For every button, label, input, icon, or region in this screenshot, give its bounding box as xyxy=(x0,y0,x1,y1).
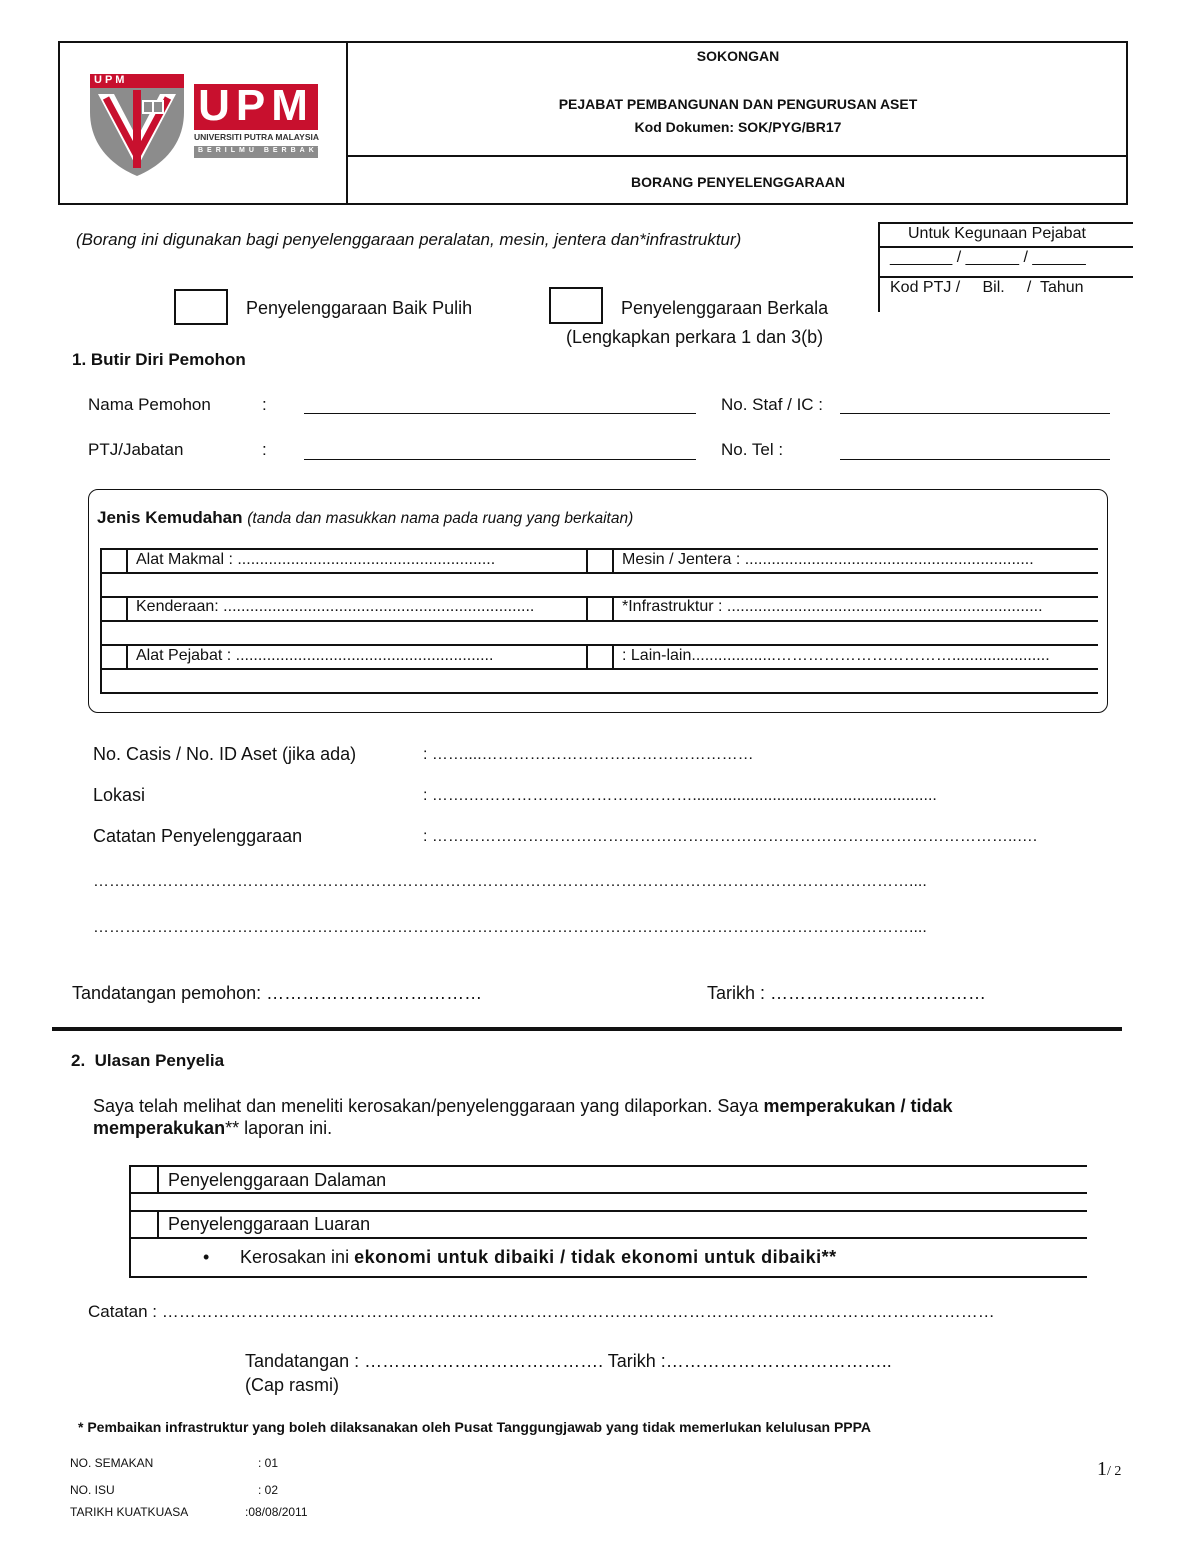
lokasi-input[interactable]: : …….……………………………………....................................................... xyxy=(423,787,937,804)
catatan-line-2[interactable]: ……………………………………………………………………………………………………………………………………….... xyxy=(93,919,927,936)
supervisor-statement xyxy=(93,1095,1083,1139)
header-doc-code: Kod Dokumen: SOK/PYG/BR17 xyxy=(634,119,842,135)
facility-title: Jenis Kemudahan xyxy=(97,508,243,527)
infrastruktur-field[interactable]: *Infrastruktur : ....................................................................... xyxy=(622,598,1043,615)
page-number xyxy=(1097,1458,1121,1481)
office-use-slots[interactable]: _______ / ______ / ______ xyxy=(890,249,1086,266)
section2-title: 2. Ulasan Penyelia xyxy=(71,1051,225,1070)
tel-input[interactable] xyxy=(840,459,1110,460)
header-office-name: PEJABAT PEMBANGUNAN DAN PENGURUSAN ASET xyxy=(558,96,918,112)
footnote: * Pembaikan infrastruktur yang boleh dilaksanakan oleh Pusat Tanggungjawab yang tidak memerlukan kelulusan PPPA xyxy=(78,1419,872,1435)
kenderaan-checkbox[interactable] xyxy=(102,598,126,620)
alat-makmal-field[interactable]: Alat Makmal : .......................................................... xyxy=(136,551,496,568)
supervisor-catatan[interactable]: Catatan : ………………………………………………………………………………………………………………………………… xyxy=(88,1302,995,1321)
office-use-title: Untuk Kegunaan Pejabat xyxy=(908,225,1086,242)
lain-lain-checkbox[interactable] xyxy=(588,646,612,668)
official-stamp-label: (Cap rasmi) xyxy=(245,1375,340,1395)
statement-bold-1: memperakukan / tidak xyxy=(763,1096,953,1116)
page-current: 1 xyxy=(1097,1458,1107,1480)
dalaman-label: Penyelenggaraan Dalaman xyxy=(168,1170,387,1190)
facility-subtitle: (tanda dan masukkan nama pada ruang yang berkaitan) xyxy=(247,510,634,527)
applicant-signature[interactable]: Tandatangan pemohon: ……………………………… xyxy=(72,983,483,1003)
section1-title: 1. Butir Diri Pemohon xyxy=(72,350,246,369)
catatan-input[interactable]: : ………………………………………………………………………………………………..…. xyxy=(423,828,1038,845)
statement-end: ** laporan ini. xyxy=(225,1118,333,1138)
lain-lain-field[interactable]: : Lain-lain...................……………………………...................... xyxy=(622,647,1050,664)
logo-motto: BERILMU BERBAKTI xyxy=(198,147,332,154)
berkala-checkbox[interactable] xyxy=(549,287,603,324)
ptj-input[interactable] xyxy=(304,459,696,460)
ptj-colon: : xyxy=(262,440,267,459)
luaran-checkbox[interactable] xyxy=(131,1212,157,1237)
footer-isu-label: NO. ISU xyxy=(70,1483,115,1497)
facility-heading xyxy=(97,508,633,528)
catatan-label: Catatan Penyelenggaraan xyxy=(93,826,303,846)
alat-pejabat-checkbox[interactable] xyxy=(102,646,126,668)
applicant-date[interactable]: Tarikh : ……………………………… xyxy=(707,983,987,1003)
logo-badge-text: UPM xyxy=(94,74,128,86)
alat-makmal-checkbox[interactable] xyxy=(102,550,126,572)
office-use-labels: Kod PTJ / Bil. / Tahun xyxy=(890,279,1084,296)
baik-pulih-label: Penyelenggaraan Baik Pulih xyxy=(246,298,473,318)
statement-text: Saya telah melihat dan meneliti kerosakan/penyelenggaraan yang dilaporkan. Saya xyxy=(93,1096,764,1116)
footer-isu-value: : 02 xyxy=(258,1483,279,1497)
footer-tarikh-label: TARIKH KUATKUASA xyxy=(70,1505,189,1519)
berkala-label: Penyelenggaraan Berkala xyxy=(621,298,829,318)
tel-label: No. Tel : xyxy=(721,440,784,459)
baik-pulih-checkbox[interactable] xyxy=(174,289,228,325)
casis-label: No. Casis / No. ID Aset (jika ada) xyxy=(93,744,357,764)
ptj-label: PTJ/Jabatan xyxy=(88,440,184,459)
infrastruktur-checkbox[interactable] xyxy=(588,598,612,620)
form-title: BORANG PENYELENGGARAAN xyxy=(631,174,845,190)
berkala-note: (Lengkapkan perkara 1 dan 3(b) xyxy=(566,327,824,347)
staf-input[interactable] xyxy=(840,413,1110,414)
bullet-icon: • xyxy=(203,1247,210,1267)
form-intro: (Borang ini digunakan bagi penyelenggaraan peralatan, mesin, jentera dan*infrastruktur) xyxy=(76,230,742,249)
logo-university-name: UNIVERSITI PUTRA MALAYSIA xyxy=(194,132,319,142)
footer-tarikh-value: :08/08/2011 xyxy=(245,1505,308,1519)
statement-bold-2: memperakukan xyxy=(93,1118,226,1138)
kerosakan-choice: ekonomi untuk dibaiki / tidak ekonomi untuk dibaiki** xyxy=(354,1247,837,1267)
section-separator xyxy=(52,1027,1122,1031)
lokasi-label: Lokasi xyxy=(93,785,146,805)
page-total: / 2 xyxy=(1107,1464,1122,1479)
office-use-box xyxy=(878,222,1133,312)
alat-pejabat-field[interactable]: Alat Pejabat : .......................................................... xyxy=(136,647,494,664)
footer-semakan-value: : 01 xyxy=(258,1456,279,1470)
luaran-label: Penyelenggaraan Luaran xyxy=(168,1214,371,1234)
catatan-line-1[interactable]: ……………………………………………………………………………………………………………………………………….... xyxy=(93,873,927,890)
kerosakan-statement xyxy=(240,1247,837,1268)
kerosakan-text: Kerosakan ini xyxy=(240,1247,355,1267)
casis-input[interactable]: : ……....…………………………………………… xyxy=(423,746,754,763)
mesin-checkbox[interactable] xyxy=(588,550,612,572)
nama-label: Nama Pemohon xyxy=(88,395,211,414)
header-title-divider xyxy=(346,155,1128,157)
supervisor-signature[interactable]: Tandatangan : …………………………………. Tarikh :……………………………….. xyxy=(245,1351,892,1371)
mesin-field[interactable]: Mesin / Jentera : ................................................................. xyxy=(622,551,1034,568)
nama-input[interactable] xyxy=(304,413,696,414)
nama-colon: : xyxy=(262,395,267,414)
footer-semakan-label: NO. SEMAKAN xyxy=(70,1456,154,1470)
staf-label: No. Staf / IC : xyxy=(721,395,824,414)
upm-logo xyxy=(86,68,332,178)
logo-wordmark: UPM xyxy=(198,81,314,130)
kenderaan-field[interactable]: Kenderaan: ...................................................................... xyxy=(136,598,535,615)
dalaman-checkbox[interactable] xyxy=(131,1167,157,1192)
header-sokongan: SOKONGAN xyxy=(696,48,780,64)
